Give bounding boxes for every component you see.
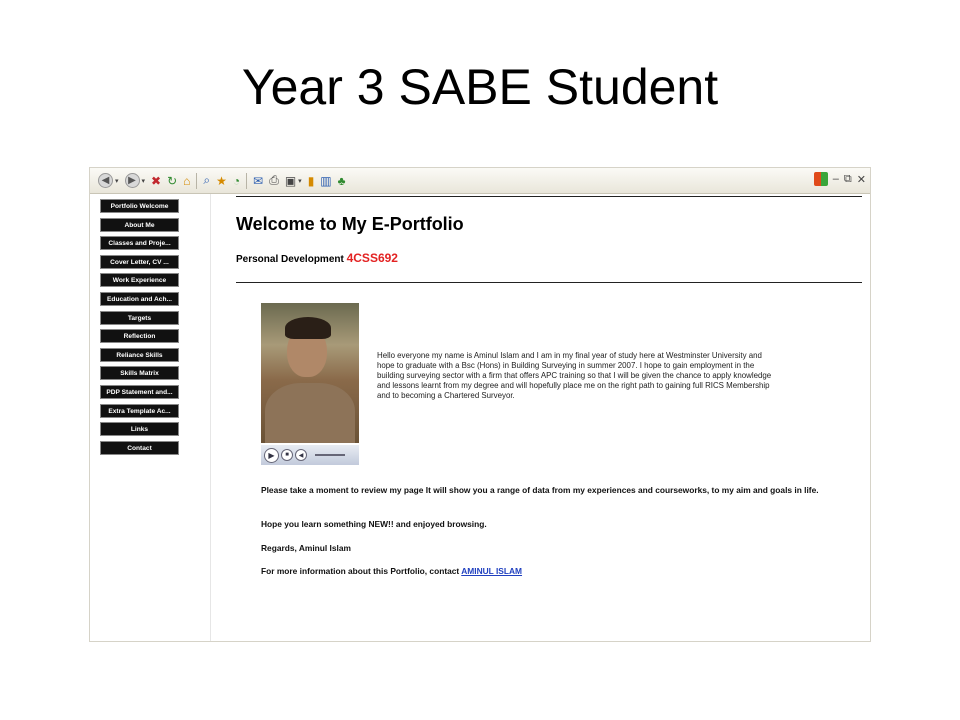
volume-slider[interactable] (315, 454, 345, 456)
nav-item-pdp-statement[interactable]: PDP Statement and... (100, 385, 179, 399)
heading-divider (236, 282, 862, 283)
top-divider (236, 196, 862, 197)
search-icon[interactable]: ⌕ (203, 173, 211, 187)
pd-label: Personal Development (236, 254, 344, 265)
messenger-icon[interactable]: ♣ (337, 173, 346, 188)
windows-flag-icon (814, 172, 828, 186)
refresh-icon[interactable]: ↻ (167, 173, 178, 188)
stop-icon[interactable]: ✖ (151, 173, 162, 188)
enjoy-paragraph: Hope you learn something NEW!! and enjoyed browsing. (261, 519, 487, 529)
contact-link[interactable]: AMINUL ISLAM (461, 566, 523, 576)
nav-item-work-experience[interactable]: Work Experience (100, 273, 179, 287)
back-icon[interactable]: ◀ (98, 173, 113, 188)
review-paragraph: Please take a moment to review my page It will show you a range of data from my experiences and courseworks, to my aim and goals in life. (261, 485, 819, 495)
research-icon[interactable]: ▥ (320, 173, 332, 188)
nav-item-links[interactable]: Links (100, 422, 179, 436)
nav-item-reliance-skills[interactable]: Reliance Skills (100, 348, 179, 362)
restore-icon[interactable]: ⧉ (843, 172, 852, 185)
contact-paragraph (261, 566, 522, 576)
bio-text: Hello everyone my name is Aminul Islam and I am in my final year of study here at Westminster University and hope to graduate with a Bsc (Hons) in Building Surveying in summer 2007. I hope to gain employment in the building surveying sector with a firm that offers APC training so that I will be given the chance to apply knowledge and lessons learnt from my degree and will hopefully place me on the right path to gaining full RICS Membership and to becoming a Chartered Surveyor. (377, 351, 772, 400)
favorites-icon[interactable]: ★ (216, 173, 227, 188)
nav-item-skills-matrix[interactable]: Skills Matrix (100, 366, 179, 380)
sidebar-nav (90, 194, 211, 641)
nav-item-reflection[interactable]: Reflection (100, 329, 179, 343)
nav-item-classes[interactable]: Classes and Proje... (100, 236, 179, 250)
print-icon[interactable]: ⎙ (269, 173, 279, 187)
contact-text: For more information about this Portfolio, contact (261, 566, 460, 576)
browser-window (89, 167, 871, 642)
nav-item-contact[interactable]: Contact (100, 441, 179, 455)
nav-item-portfolio-welcome[interactable]: Portfolio Welcome (100, 199, 179, 213)
slide-title: Year 3 SABE Student (241, 59, 719, 115)
dropdown-icon[interactable]: ▾ (141, 177, 146, 185)
personal-development-line (236, 251, 398, 265)
dropdown-icon[interactable]: ▾ (298, 177, 302, 185)
minimize-icon[interactable]: – (832, 173, 839, 185)
browser-toolbar (90, 168, 870, 194)
discuss-icon[interactable]: ▮ (307, 173, 315, 188)
profile-photo (261, 303, 359, 443)
photo-hair (285, 317, 331, 339)
home-icon[interactable]: ⌂ (183, 173, 191, 188)
toolbar-divider (246, 173, 247, 189)
photo-shirt (265, 383, 355, 443)
forward-icon[interactable]: ▶ (125, 173, 140, 188)
nav-item-extra-template[interactable]: Extra Template Ac... (100, 404, 179, 418)
regards-paragraph: Regards, Aminul Islam (261, 543, 351, 553)
edit-icon[interactable]: ▣ (284, 173, 297, 188)
nav-item-targets[interactable]: Targets (100, 311, 179, 325)
course-code: 4CSS692 (346, 251, 398, 265)
nav-item-education[interactable]: Education and Ach... (100, 292, 179, 306)
media-player (261, 445, 359, 465)
play-icon[interactable]: ▶ (264, 448, 279, 463)
nav-item-cover-letter[interactable]: Cover Letter, CV ... (100, 255, 179, 269)
nav-list (100, 199, 179, 459)
mail-icon[interactable]: ✉ (253, 173, 264, 188)
close-icon[interactable]: ✕ (856, 173, 866, 186)
toolbar-divider (196, 173, 197, 189)
dropdown-icon[interactable]: ▾ (115, 177, 119, 185)
stop-icon[interactable]: ■ (281, 449, 293, 461)
page-heading: Welcome to My E-Portfolio (236, 214, 464, 234)
volume-icon[interactable]: ◀ (295, 449, 307, 461)
window-controls (814, 172, 866, 186)
nav-item-about-me[interactable]: About Me (100, 218, 179, 232)
history-icon[interactable]: ◔ (232, 173, 241, 188)
